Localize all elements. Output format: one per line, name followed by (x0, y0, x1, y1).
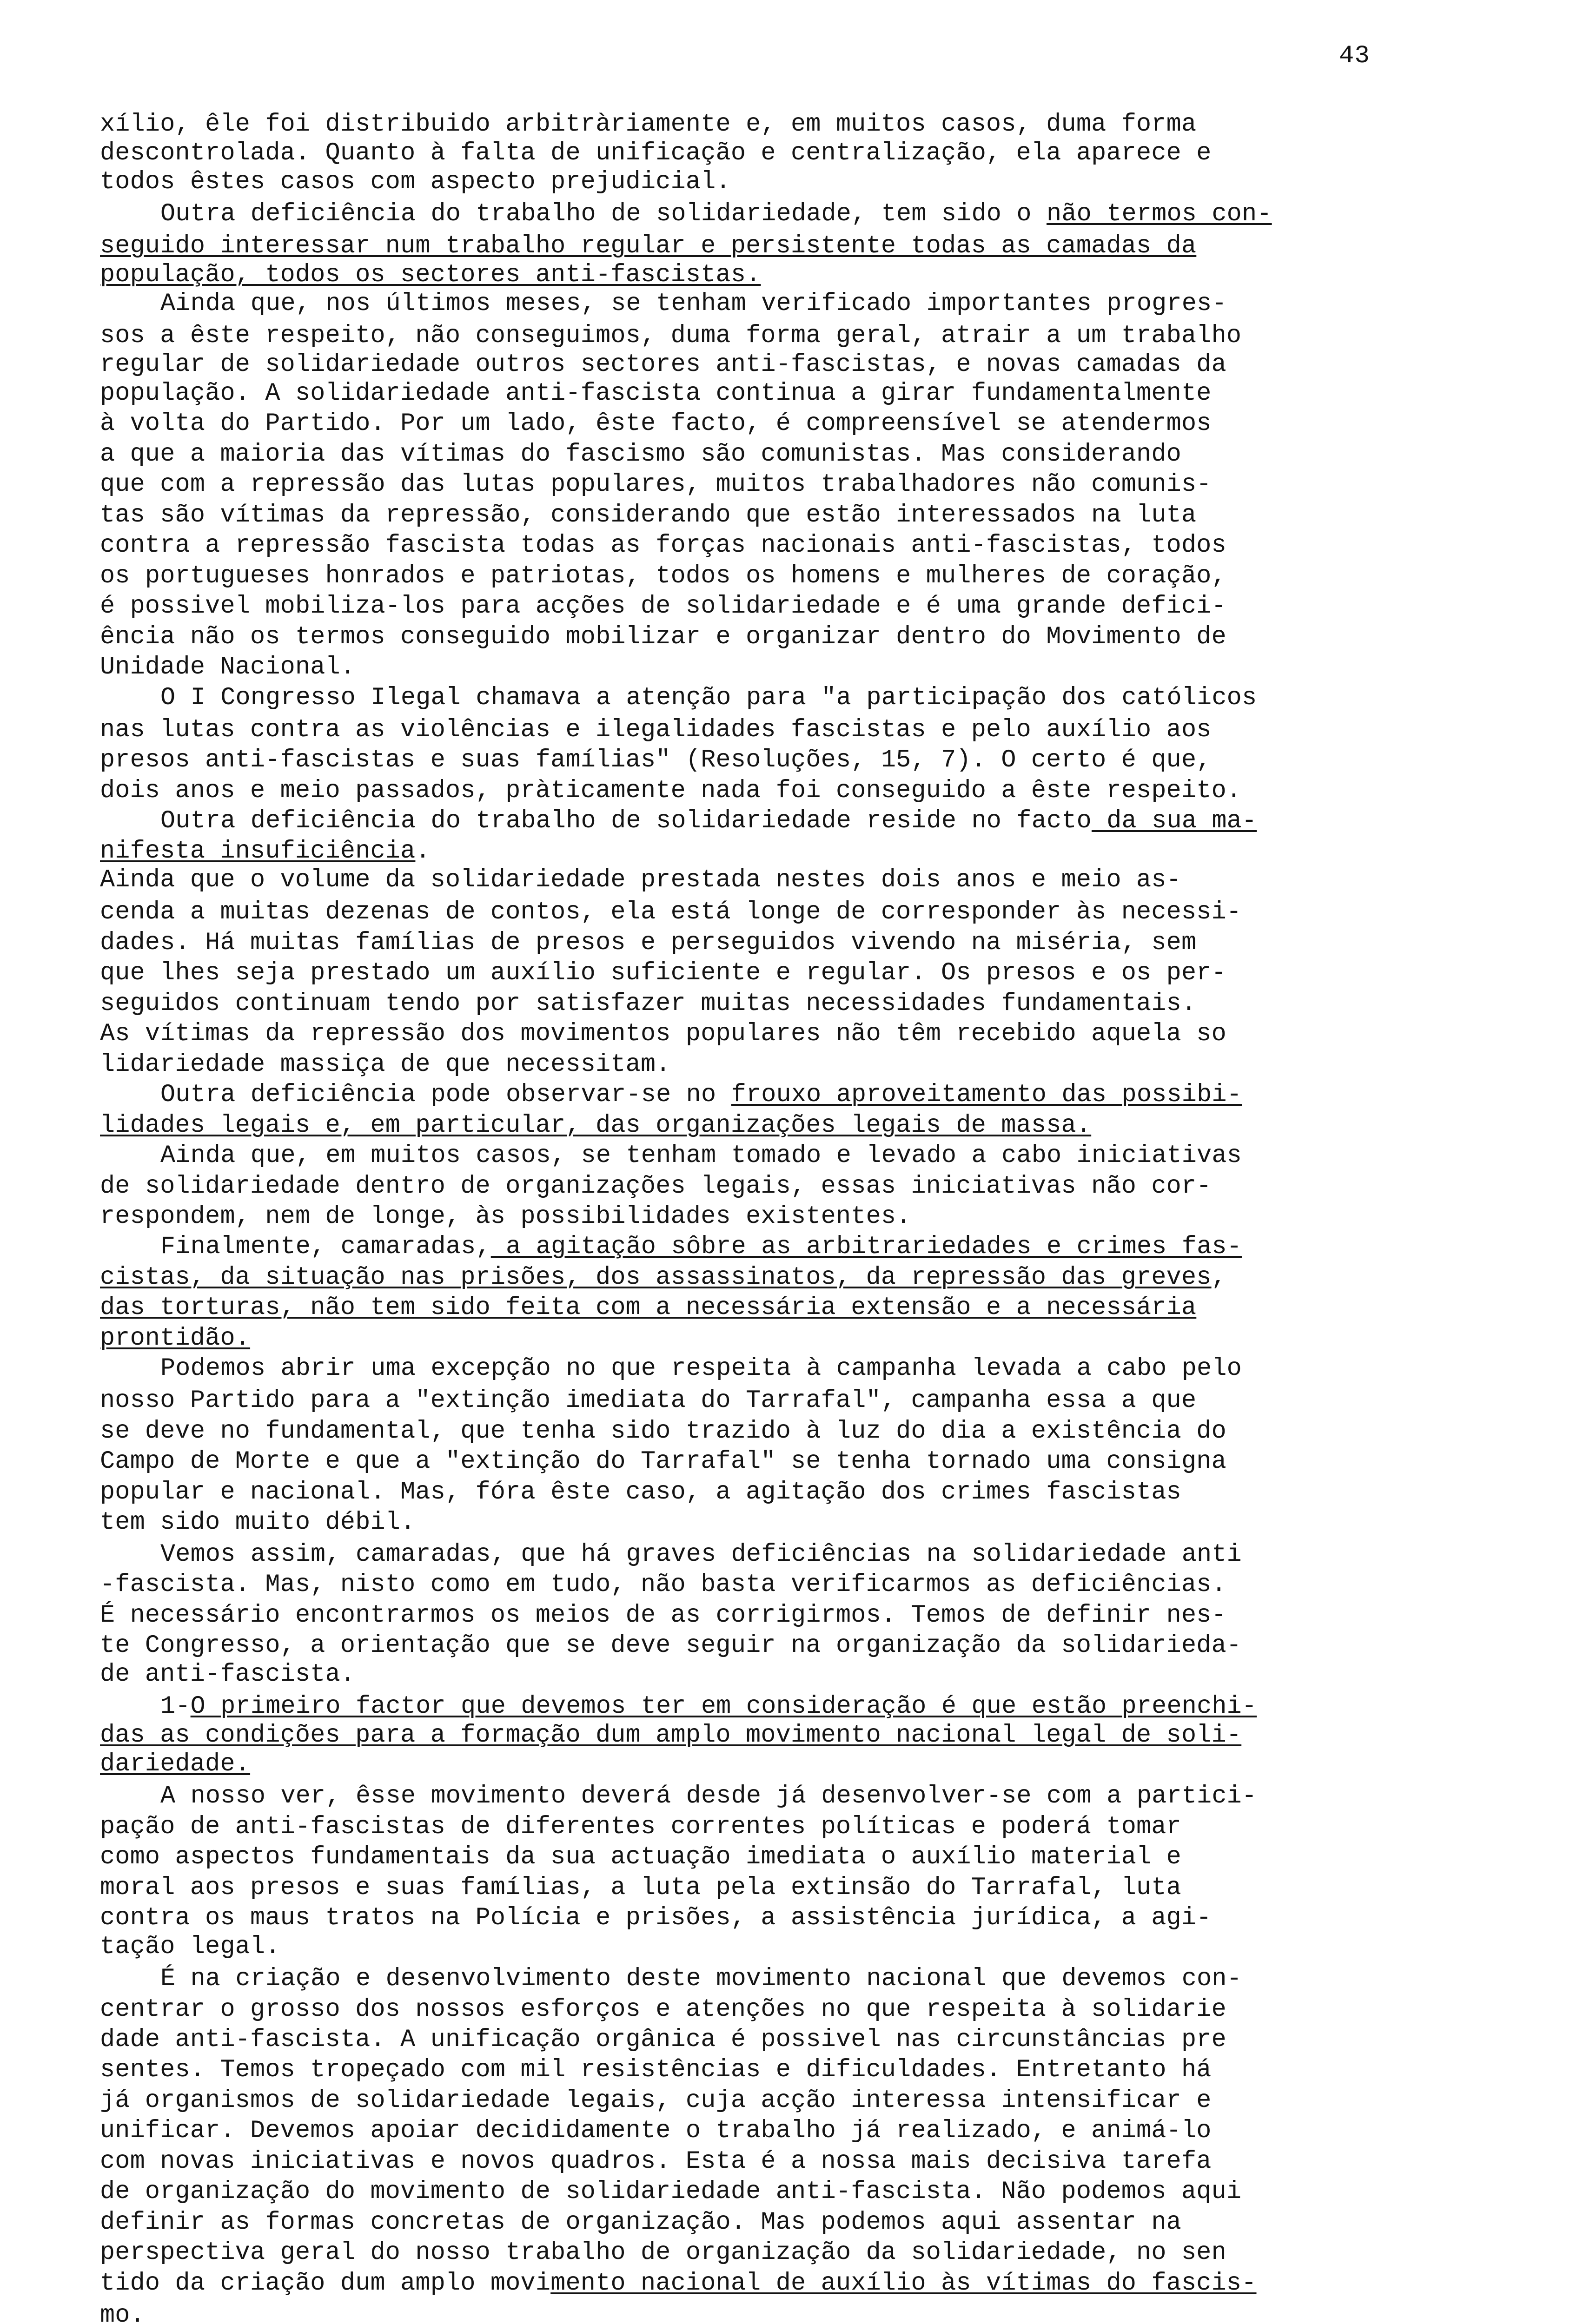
text-line: presos anti-fascistas e suas famílias" (Resoluções, 15, 7). O certo é que, (100, 746, 1212, 774)
text-line: regular de solidariedade outros sectores anti-fascistas, e novas camadas da (100, 350, 1226, 379)
text-line: ência não os termos conseguido mobilizar e organizar dentro do Movimento de (100, 623, 1226, 651)
text-line: dois anos e meio passados, pràticamente nada foi conseguido a êste respeito. (100, 777, 1242, 805)
text-line: É na criação e desenvolvimento deste movimento nacional que devemos con- (160, 1965, 1242, 1993)
text-line: dades. Há muitas famílias de presos e perseguidos vivendo na miséria, sem (100, 929, 1197, 957)
text-line: Unidade Nacional. (100, 653, 356, 681)
text-line: cenda a muitas dezenas de contos, ela está longe de corresponder às necessi- (100, 898, 1242, 926)
text-line: população. A solidariedade anti-fascista continua a girar fundamentalmente (100, 379, 1212, 408)
text-line: Ainda que, em muitos casos, se tenham tomado e levado a cabo iniciativas (160, 1142, 1242, 1170)
text-line: nifesta insuficiência. (100, 837, 431, 865)
text-line: A nosso ver, êsse movimento deverá desde já desenvolver-se com a partici- (160, 1782, 1257, 1810)
text-line: nosso Partido para a "extinção imediata do Tarrafal", campanha essa a que (100, 1386, 1197, 1415)
text-line: sos a êste respeito, não conseguimos, duma forma geral, atrair a um trabalho (100, 322, 1242, 350)
text-line: lidariedade massiça de que necessitam. (100, 1050, 671, 1079)
text-line: lidades legais e, em particular, das organizações legais de massa. (100, 1111, 1092, 1140)
text-line: das as condições para a formação dum amplo movimento nacional legal de soli- (100, 1721, 1242, 1750)
text-line: que lhes seja prestado um auxílio suficiente e regular. Os presos e os per- (100, 959, 1226, 987)
text-line: Campo de Morte e que a "extinção do Tarrafal" se tenha tornado uma consigna (100, 1447, 1226, 1476)
text-line: todos êstes casos com aspecto prejudicial. (100, 168, 731, 196)
text-line: te Congresso, a orientação que se deve seguir na organização da solidarieda- (100, 1631, 1242, 1660)
text-line: já organismos de solidariedade legais, cuja acção interessa intensificar e (100, 2086, 1212, 2115)
text-line: contra a repressão fascista todas as forças nacionais anti-fascistas, todos (100, 531, 1226, 560)
text-line: As vítimas da repressão dos movimentos populares não têm recebido aquela so (100, 1020, 1226, 1048)
text-line: definir as formas concretas de organização. Mas podemos aqui assentar na (100, 2208, 1181, 2237)
text-line: à volta do Partido. Por um lado, êste facto, é compreensível se atendermos (100, 409, 1212, 438)
text-line: pação de anti-fascistas de diferentes correntes políticas e poderá tomar (100, 1813, 1181, 1841)
text-line: é possivel mobiliza-los para acções de solidariedade e é uma grande defici- (100, 592, 1226, 621)
text-line: moral aos presos e suas famílias, a luta pela extinsão do Tarrafal, luta (100, 1874, 1181, 1902)
text-line: das torturas, não tem sido feita com a necessária extensão e a necessária (100, 1294, 1197, 1322)
text-line: Finalmente, camaradas, a agitação sôbre as arbitrariedades e crimes fas- (160, 1233, 1242, 1261)
text-line: nas lutas contra as violências e ilegalidades fascistas e pelo auxílio aos (100, 716, 1212, 744)
text-line: tem sido muito débil. (100, 1508, 416, 1537)
text-line: tido da criação dum amplo movimento nacional de auxílio às vítimas do fascis- (100, 2269, 1257, 2298)
text-line: como aspectos fundamentais da sua actuação imediata o auxílio material e (100, 1843, 1181, 1871)
text-line: Outra deficiência pode observar-se no frouxo aproveitamento das possibi- (160, 1081, 1242, 1109)
text-line: É necessário encontrarmos os meios de as corrigirmos. Temos de definir nes- (100, 1601, 1226, 1630)
text-line: contra os maus tratos na Polícia e prisões, a assistência jurídica, a agi- (100, 1904, 1212, 1932)
text-line: com novas iniciativas e novos quadros. Esta é a nossa mais decisiva tarefa (100, 2147, 1212, 2176)
text-line: se deve no fundamental, que tenha sido trazido à luz do dia a existência do (100, 1417, 1226, 1446)
text-line: Ainda que, nos últimos meses, se tenham verificado importantes progres- (160, 290, 1227, 318)
text-line: Outra deficiência do trabalho de solidariedade reside no facto da sua ma- (160, 807, 1257, 835)
text-line: de anti-fascista. (100, 1660, 356, 1689)
text-line: 1-O primeiro factor que devemos ter em consideração é que estão preenchi- (160, 1692, 1257, 1721)
text-line: descontrolada. Quanto à falta de unificação e centralização, ela aparece e (100, 139, 1212, 167)
text-line: Vemos assim, camaradas, que há graves deficiências na solidariedade anti (160, 1540, 1242, 1569)
page-number: 43 (1339, 42, 1370, 70)
text-line: unificar. Devemos apoiar decididamente o trabalho já realizado, e animá-lo (100, 2117, 1212, 2145)
text-line: respondem, nem de longe, às possibilidades existentes. (100, 1202, 911, 1231)
text-line: de organização do movimento de solidariedade anti-fascista. Não podemos aqui (100, 2178, 1242, 2206)
text-line: tas são vítimas da repressão, considerando que estão interessados na luta (100, 501, 1197, 529)
text-line: perspectiva geral do nosso trabalho de organização da solidariedade, no sen (100, 2238, 1226, 2267)
text-line: popular e nacional. Mas, fóra êste caso, a agitação dos crimes fascistas (100, 1478, 1181, 1506)
text-line: seguido interessar num trabalho regular e persistente todas as camadas da (100, 232, 1197, 260)
text-line: Ainda que o volume da solidariedade prestada nestes dois anos e meio as- (100, 866, 1181, 894)
text-line: seguidos continuam tendo por satisfazer muitas necessidades fundamentais. (100, 990, 1197, 1018)
text-line: Outra deficiência do trabalho de solidariedade, tem sido o não termos con- (160, 200, 1272, 228)
text-line: os portugueses honrados e patriotas, todos os homens e mulheres de coração, (100, 562, 1226, 590)
text-line: tação legal. (100, 1933, 280, 1961)
text-line: xílio, êle foi distribuido arbitràriamente e, em muitos casos, duma forma (100, 110, 1197, 139)
text-line: população, todos os sectores anti-fascistas. (100, 261, 761, 289)
text-line: de solidariedade dentro de organizações legais, essas iniciativas não cor- (100, 1172, 1212, 1201)
text-line: -fascista. Mas, nisto como em tudo, não basta verificarmos as deficiências. (100, 1571, 1226, 1599)
text-line: a que a maioria das vítimas do fascismo são comunistas. Mas considerando (100, 440, 1181, 469)
text-line: prontidão. (100, 1324, 251, 1353)
text-line: sentes. Temos tropeçado com mil resistências e dificuldades. Entretanto há (100, 2056, 1212, 2084)
text-line: que com a repressão das lutas populares, muitos trabalhadores não comunis- (100, 470, 1212, 499)
text-line: centrar o grosso dos nossos esforços e atenções no que respeita à solidarie (100, 1995, 1226, 2024)
text-line: Podemos abrir uma excepção no que respeita à campanha levada a cabo pelo (160, 1354, 1242, 1383)
text-line: mo. (100, 2301, 145, 2324)
text-line: cistas, da situação nas prisões, dos assassinatos, da repressão das greves, (100, 1263, 1226, 1292)
text-line: dariedade. (100, 1750, 251, 1778)
text-line: O I Congresso Ilegal chamava a atenção para "a participação dos católicos (160, 684, 1257, 712)
text-line: dade anti-fascista. A unificação orgânica é possivel nas circunstâncias pre (100, 2026, 1226, 2054)
